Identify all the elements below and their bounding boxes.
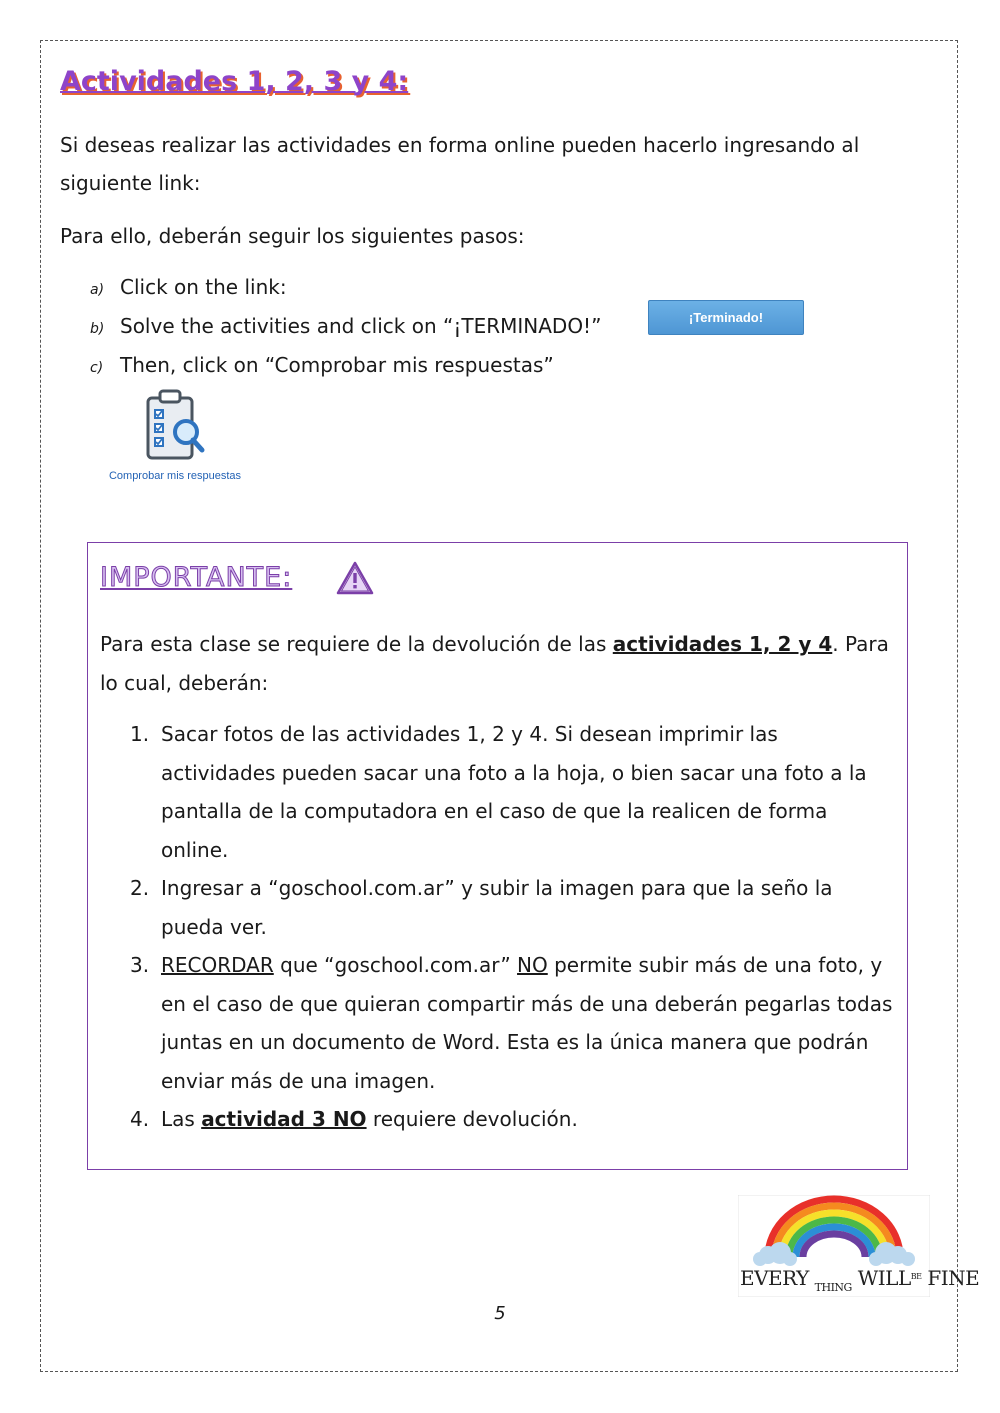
list-item: 2. Ingresar a “goschool.com.ar” y subir la imagen para que la seño la pueda ver. (130, 876, 833, 939)
step-item: b) Solve the activities and click on “¡TERMINADO!” (90, 314, 602, 338)
rainbow-caption: EVERY $_{THING}$ $WILL^{BE}$ FINE (740, 1266, 980, 1294)
steps-list (90, 268, 650, 385)
important-list (130, 715, 895, 1139)
check-answers-label: Comprobar mis respuestas (108, 470, 242, 482)
list-item: 3. RECORDAR que “goschool.com.ar” NO permite subir más de una foto, y en el caso de que quieran compartir más de una deberán pegarlas todas juntas en un documento de Word. Esta es la única manera que podrán enviar más de una imagen. (130, 953, 893, 1093)
activities-title: Actividades 1, 2, 3 y 4: (60, 66, 409, 97)
warning-icon (335, 560, 375, 596)
steps-intro: Para ello, deberán seguir los siguientes pasos: (60, 224, 525, 248)
clipboard-magnifier-icon (144, 388, 208, 464)
terminado-button[interactable]: ¡Terminado! (648, 300, 804, 335)
step-item: a) Click on the link: (90, 275, 287, 299)
page-number: 5 (494, 1303, 506, 1324)
check-answers-button[interactable] (104, 388, 254, 488)
important-paragraph: Para esta clase se requiere de la devolución de las actividades 1, 2 y 4. Para lo cual, deberán: (100, 632, 889, 695)
important-title: IMPORTANTE: (100, 562, 293, 593)
intro-paragraph: Si deseas realizar las actividades en forma online pueden hacerlo ingresando al siguiente link: (60, 133, 860, 195)
list-item: 4. Las actividad 3 NO requiere devolución. (130, 1107, 578, 1131)
list-item: 1. Sacar fotos de las actividades 1, 2 y 4. Si desean imprimir las actividades pueden sacar una foto a la hoja, o bien sacar una foto a la pantalla de la computadora en el caso de que la realicen de forma online. (130, 722, 867, 862)
step-item: c) Then, click on “Comprobar mis respuestas” (90, 353, 554, 377)
